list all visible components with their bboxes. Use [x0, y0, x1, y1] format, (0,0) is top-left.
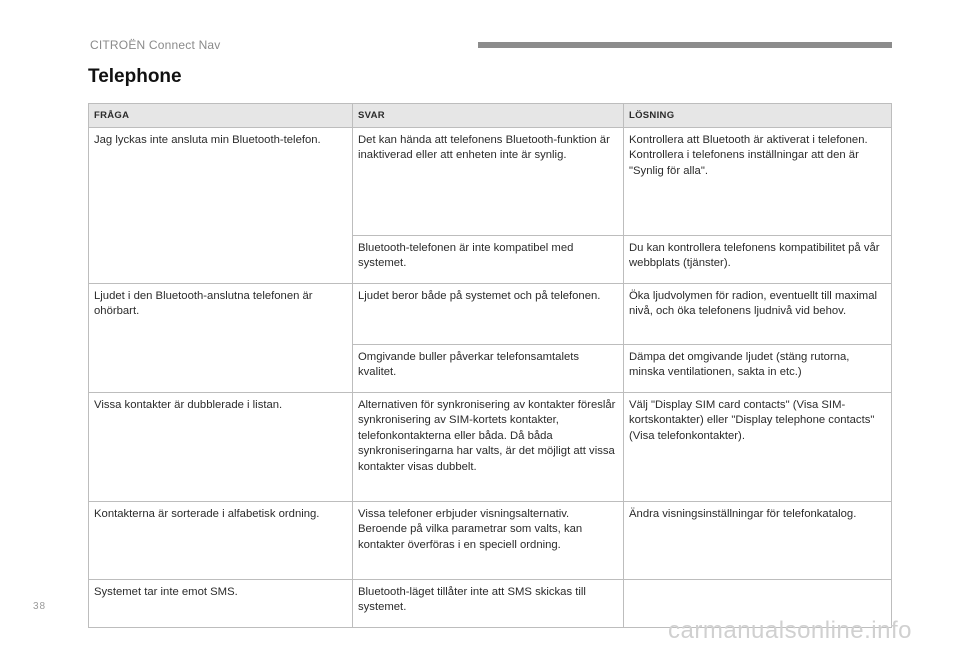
page-title: Telephone — [88, 66, 182, 87]
watermark-text: carmanualsonline.info — [668, 617, 912, 644]
column-header-answer: SVAR — [353, 104, 624, 128]
column-header-solution: LÖSNING — [624, 104, 892, 128]
solution-cell — [624, 236, 892, 284]
table-row — [89, 128, 892, 236]
question-cell: Kontakterna är sorterade i alfabetisk ordning. — [89, 502, 353, 580]
question-cell: Jag lyckas inte ansluta min Bluetooth-telefon. — [89, 128, 353, 284]
solution-line: Kontrollera i telefonens inställningar att den är "Synlig för alla". — [629, 149, 859, 177]
solution-cell — [624, 345, 892, 393]
table-row — [89, 502, 892, 580]
table-row — [89, 284, 892, 345]
question-cell: Systemet tar inte emot SMS. — [89, 580, 353, 628]
answer-cell: Ljudet beror både på systemet och på telefonen. — [353, 284, 624, 345]
answer-cell: Vissa telefoner erbjuder visningsalternativ. Beroende på vilka parametrar som valts, kan kontakter överföras i en speciell ordning. — [353, 502, 624, 580]
solution-cell — [624, 284, 892, 345]
answer-cell: Omgivande buller påverkar telefonsamtalets kvalitet. — [353, 345, 624, 393]
answer-cell: Alternativen för synkronisering av kontakter föreslår synkronisering av SIM-kortets kontakter, telefonkontakterna eller båda. Då båda synkroniseringarna har valts, är det möjligt att vissa kontakter visas dubbelt. — [353, 393, 624, 502]
solution-cell — [624, 128, 892, 236]
troubleshooting-table — [88, 103, 892, 628]
question-cell: Vissa kontakter är dubblerade i listan. — [89, 393, 353, 502]
solution-line: Kontrollera att Bluetooth är aktiverat i telefonen. — [629, 134, 868, 146]
table-row — [89, 393, 892, 502]
page-number: 38 — [33, 601, 47, 612]
solution-line: Dämpa det omgivande ljudet (stäng rutorna, minska ventilationen, sakta in etc.) — [629, 351, 850, 379]
solution-line: Ändra visningsinställningar för telefonkatalog. — [629, 508, 857, 520]
answer-cell: Bluetooth-läget tillåter inte att SMS skickas till systemet. — [353, 580, 624, 628]
column-header-question: FRÅGA — [89, 104, 353, 128]
solution-cell — [624, 502, 892, 580]
table-header-row — [89, 104, 892, 128]
solution-cell — [624, 393, 892, 502]
brand-title: CITROËN Connect Nav — [90, 38, 221, 52]
header-divider-bar — [478, 42, 892, 48]
answer-cell: Bluetooth-telefonen är inte kompatibel med systemet. — [353, 236, 624, 284]
question-cell: Ljudet i den Bluetooth-anslutna telefonen är ohörbart. — [89, 284, 353, 393]
answer-cell: Det kan hända att telefonens Bluetooth-funktion är inaktiverad eller att enheten inte är synlig. — [353, 128, 624, 236]
solution-line: Du kan kontrollera telefonens kompatibilitet på vår webbplats (tjänster). — [629, 242, 880, 270]
solution-line: Välj "Display SIM card contacts" (Visa SIM-kortskontakter) eller "Display telephone contacts" (Visa telefonkontakter). — [629, 399, 875, 442]
solution-line: Öka ljudvolymen för radion, eventuellt till maximal nivå, och öka telefonens ljudnivå vid behov. — [629, 290, 878, 318]
